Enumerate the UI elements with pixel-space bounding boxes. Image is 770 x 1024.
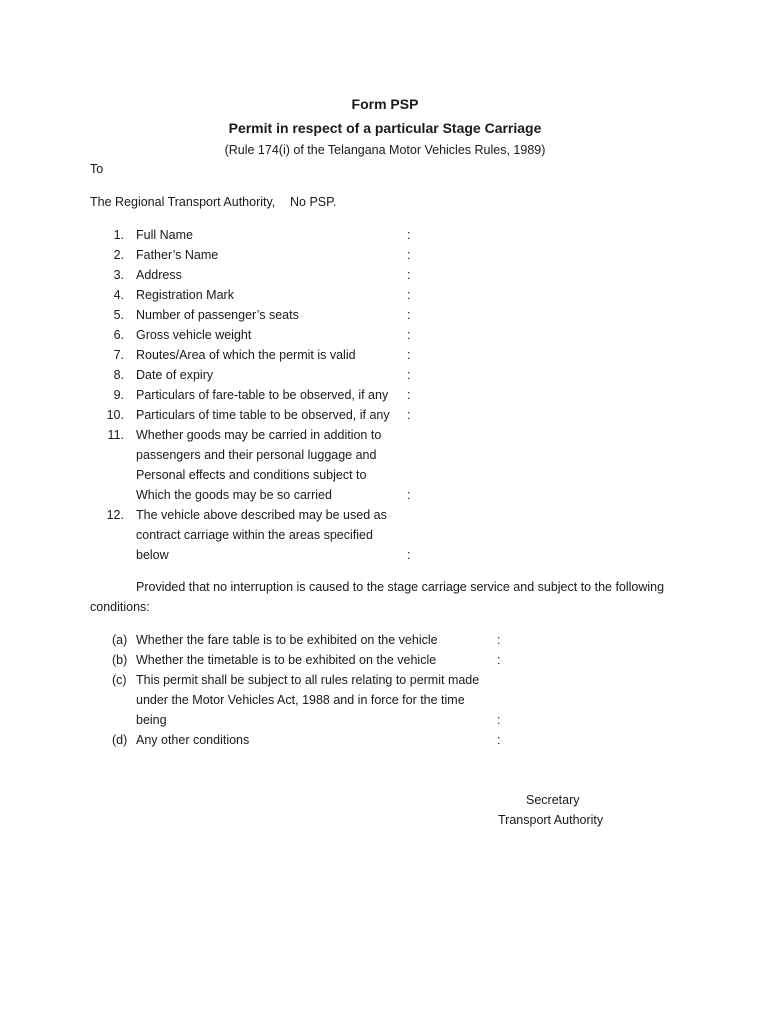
signature-authority: Transport Authority (498, 813, 604, 827)
item-colon: : (407, 228, 411, 242)
condition-colon: : (497, 733, 501, 747)
condition-colon: : (497, 653, 501, 667)
condition-text: This permit shall be subject to all rules relating to permit made (136, 673, 480, 687)
item-colon: : (407, 328, 411, 342)
condition-text: under the Motor Vehicles Act, 1988 and in force for the time (136, 693, 465, 707)
item-number: 1. (113, 228, 124, 242)
item-colon: : (407, 408, 411, 422)
item-colon: : (407, 388, 411, 402)
condition-text: being (136, 713, 167, 727)
item-colon: : (407, 548, 411, 562)
item-number: 8. (113, 368, 124, 382)
item-label: Which the goods may be so carried (136, 488, 332, 502)
proviso-line-2: conditions: (90, 600, 150, 614)
item-number: 5. (113, 308, 124, 322)
item-label: Registration Mark (136, 288, 234, 302)
item-colon: : (407, 368, 411, 382)
item-label: Number of passenger’s seats (136, 308, 299, 322)
item-label: passengers and their personal luggage and (136, 448, 377, 462)
item-number: 11. (107, 428, 124, 442)
item-colon: : (407, 288, 411, 302)
rule-reference: (Rule 174(i) of the Telangana Motor Vehicles Rules, 1989) (224, 143, 546, 157)
item-number: 7. (113, 348, 124, 362)
item-label: Particulars of fare-table to be observed, if any (136, 388, 389, 402)
item-label: Full Name (136, 228, 193, 242)
condition-colon: : (497, 633, 501, 647)
item-label: Address (136, 268, 182, 282)
item-colon: : (407, 308, 411, 322)
item-label: Particulars of time table to be observed, if any (136, 408, 390, 422)
condition-colon: : (497, 713, 501, 727)
item-label: Date of expiry (136, 368, 214, 382)
item-label: Father’s Name (136, 248, 219, 262)
form-title: Permit in respect of a particular Stage Carriage (228, 120, 542, 136)
item-label: Gross vehicle weight (136, 328, 252, 342)
condition-label: (b) (112, 653, 128, 667)
item-number: 3. (113, 268, 124, 282)
item-number: 6. (113, 328, 124, 342)
to-label: To (90, 162, 104, 176)
item-label: below (136, 548, 169, 562)
condition-label: (d) (112, 733, 128, 747)
condition-text: Whether the timetable is to be exhibited on the vehicle (136, 653, 437, 667)
condition-label: (a) (112, 633, 128, 647)
item-number: 10. (106, 408, 124, 422)
signature-title: Secretary (526, 793, 580, 807)
item-label: Whether goods may be carried in addition to (136, 428, 382, 442)
item-label: Personal effects and conditions subject to (136, 468, 367, 482)
item-label: Routes/Area of which the permit is valid (136, 348, 356, 362)
permit-number-label: No PSP. (290, 195, 337, 209)
item-number: 4. (113, 288, 124, 302)
condition-text: Whether the fare table is to be exhibited on the vehicle (136, 633, 438, 647)
item-label: contract carriage within the areas specified (136, 528, 373, 542)
item-number: 9. (113, 388, 124, 402)
condition-label: (c) (112, 673, 127, 687)
form-name: Form PSP (351, 96, 419, 112)
proviso-line-1: Provided that no interruption is caused to the stage carriage service and subject to the following (136, 580, 665, 594)
item-colon: : (407, 268, 411, 282)
authority-label: The Regional Transport Authority, (90, 195, 276, 209)
item-colon: : (407, 248, 411, 262)
item-colon: : (407, 348, 411, 362)
item-number: 12. (106, 508, 124, 522)
item-label: The vehicle above described may be used as (136, 508, 387, 522)
item-number: 2. (113, 248, 124, 262)
condition-text: Any other conditions (136, 733, 250, 747)
item-colon: : (407, 488, 411, 502)
